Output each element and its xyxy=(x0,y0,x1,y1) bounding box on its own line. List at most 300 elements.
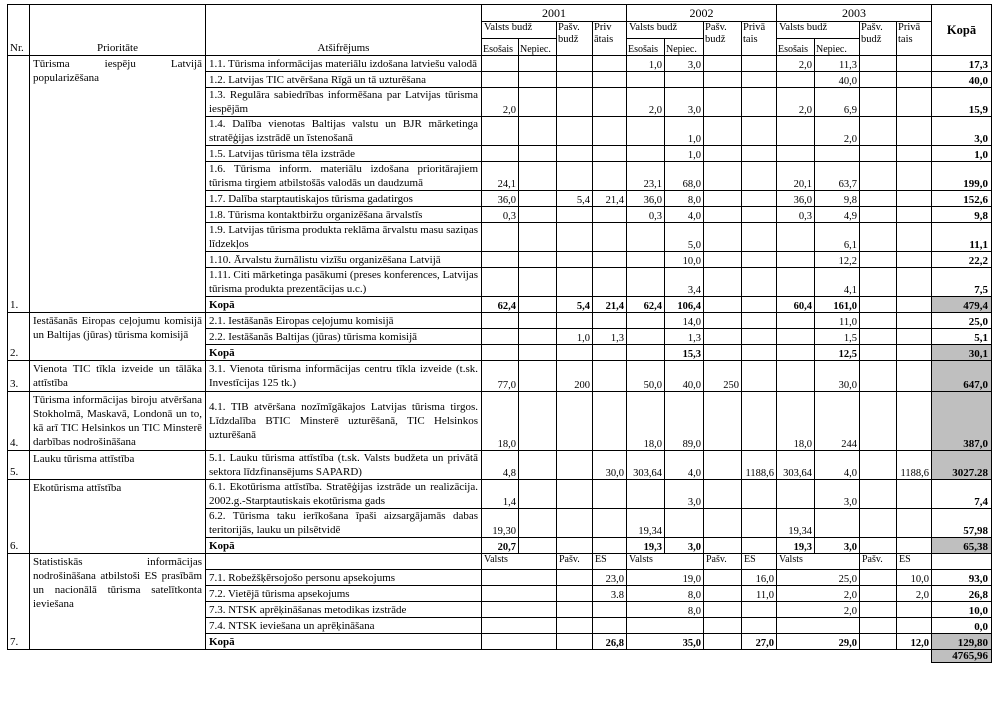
value-cell xyxy=(519,345,557,361)
value-cell xyxy=(482,634,557,650)
row-total-cell: 10,0 xyxy=(932,602,992,618)
section-priority: Tūrisma iespēju Latvijā popularizēšana xyxy=(30,56,206,313)
existing-header-2002: Esošais xyxy=(627,39,665,56)
sub-column-header: ES xyxy=(593,554,627,570)
value-cell xyxy=(482,117,519,146)
value-cell xyxy=(860,117,897,146)
municipal-label-line2: budž xyxy=(558,34,579,46)
value-cell xyxy=(519,329,557,345)
value-cell xyxy=(519,392,557,451)
value-cell xyxy=(897,252,932,268)
value-cell: 0,3 xyxy=(777,207,815,223)
description-cell: 2.1. Iestāšanās Eiropas ceļojumu komisijā xyxy=(206,313,482,329)
value-cell: 18,0 xyxy=(777,392,815,451)
value-cell xyxy=(627,313,665,329)
value-cell xyxy=(742,268,777,297)
description-cell: 3.1. Vienota tūrisma informācijas centru tīkla izveide (t.sk. Investīcijas 125 tk.) xyxy=(206,361,482,392)
section-priority: Iestāšanās Eiropas ceļojumu komisijā un Baltijas (jūras) tūrisma komisijā xyxy=(30,313,206,361)
value-cell: 2,0 xyxy=(815,117,860,146)
value-cell xyxy=(557,313,593,329)
description-cell: Kopā xyxy=(206,297,482,313)
table-row xyxy=(8,361,992,392)
existing-header-2001: Esošais xyxy=(482,39,519,56)
value-cell: 4,0 xyxy=(665,451,704,480)
value-cell: 16,0 xyxy=(742,570,777,586)
value-cell xyxy=(860,361,897,392)
value-cell: 2,0 xyxy=(777,602,860,618)
value-cell: 12,2 xyxy=(815,252,860,268)
value-cell xyxy=(742,72,777,88)
description-cell: 1.11. Citi mārketinga pasākumi (preses konferences, Latvijas tūrisma produkta prezentācijas u.c.) xyxy=(206,268,482,297)
value-cell xyxy=(482,252,519,268)
value-cell: 35,0 xyxy=(627,634,704,650)
sub-column-header: Pašv. xyxy=(557,554,593,570)
table-body xyxy=(8,56,992,663)
value-cell: 20,7 xyxy=(482,538,519,554)
section-priority: Statistiskās informācijas nodrošināšana atbilstoši ES prasībām un nacionālā tūrisma satelītkonta ieviešana xyxy=(30,554,206,650)
value-cell xyxy=(482,602,557,618)
col-header-priority: Prioritāte xyxy=(30,5,206,56)
value-cell xyxy=(815,509,860,538)
value-cell xyxy=(897,345,932,361)
value-cell xyxy=(897,191,932,207)
row-total-cell: 479,4 xyxy=(932,297,992,313)
value-cell: 8,0 xyxy=(627,586,704,602)
value-cell xyxy=(742,252,777,268)
value-cell xyxy=(860,191,897,207)
value-cell xyxy=(557,618,593,634)
value-cell xyxy=(860,72,897,88)
value-cell: 30,0 xyxy=(593,451,627,480)
municipal-label-line1: Pašv. xyxy=(558,22,580,33)
value-cell xyxy=(897,162,932,191)
value-cell: 1,0 xyxy=(665,117,704,146)
row-total-cell: 9,8 xyxy=(932,207,992,223)
value-cell xyxy=(704,162,742,191)
value-cell xyxy=(897,361,932,392)
value-cell xyxy=(482,223,519,252)
value-cell xyxy=(593,509,627,538)
value-cell: 4,9 xyxy=(815,207,860,223)
value-cell xyxy=(482,329,519,345)
value-cell xyxy=(627,480,665,509)
value-cell: 1,0 xyxy=(627,56,665,72)
value-cell xyxy=(627,223,665,252)
value-cell xyxy=(557,451,593,480)
value-cell xyxy=(777,313,815,329)
value-cell xyxy=(704,586,742,602)
value-cell xyxy=(742,88,777,117)
value-cell xyxy=(897,72,932,88)
value-cell xyxy=(627,146,665,162)
value-cell xyxy=(557,252,593,268)
value-cell xyxy=(704,313,742,329)
sub-column-header: Valsts xyxy=(777,554,860,570)
value-cell xyxy=(742,117,777,146)
value-cell xyxy=(897,392,932,451)
value-cell xyxy=(704,451,742,480)
value-cell: 5,0 xyxy=(665,223,704,252)
description-cell: Kopā xyxy=(206,538,482,554)
value-cell xyxy=(742,56,777,72)
value-cell xyxy=(482,586,557,602)
description-cell: 1.5. Latvijas tūrisma tēla izstrāde xyxy=(206,146,482,162)
value-cell xyxy=(557,480,593,509)
value-cell xyxy=(557,56,593,72)
value-cell xyxy=(897,268,932,297)
value-cell: 200 xyxy=(557,361,593,392)
value-cell xyxy=(742,297,777,313)
value-cell xyxy=(742,191,777,207)
table-row xyxy=(8,392,992,451)
value-cell: 19,30 xyxy=(482,509,519,538)
private-budget-header-2001 xyxy=(593,22,627,56)
value-cell xyxy=(593,538,627,554)
description-cell: 6.2. Tūrisma taku ierīkošana īpaši aizsargājamās dabas teritorijās, lauku un pilsētvidē xyxy=(206,509,482,538)
value-cell xyxy=(519,361,557,392)
value-cell xyxy=(557,602,593,618)
value-cell: 63,7 xyxy=(815,162,860,191)
value-cell xyxy=(704,602,742,618)
table-row xyxy=(8,56,992,72)
value-cell xyxy=(593,345,627,361)
value-cell xyxy=(704,570,742,586)
value-cell xyxy=(897,88,932,117)
value-cell xyxy=(777,361,815,392)
value-cell xyxy=(860,451,897,480)
row-total-cell: 40,0 xyxy=(932,72,992,88)
description-cell: 1.9. Latvijas tūrisma produkta reklāma ārvalstu masu saziņas līdzekļos xyxy=(206,223,482,252)
value-cell xyxy=(897,207,932,223)
value-cell: 6,9 xyxy=(815,88,860,117)
value-cell xyxy=(860,207,897,223)
row-total-cell: 1,0 xyxy=(932,146,992,162)
value-cell: 1,0 xyxy=(557,329,593,345)
value-cell xyxy=(742,146,777,162)
value-cell: 36,0 xyxy=(627,191,665,207)
header-row-years xyxy=(8,5,992,22)
value-cell xyxy=(557,345,593,361)
state-budget-header-2002: Valsts budž xyxy=(627,22,704,39)
value-cell xyxy=(593,602,627,618)
value-cell xyxy=(593,618,627,634)
value-cell: 3,0 xyxy=(665,480,704,509)
value-cell xyxy=(704,345,742,361)
value-cell xyxy=(742,223,777,252)
value-cell xyxy=(557,223,593,252)
value-cell: 19,34 xyxy=(627,509,665,538)
value-cell xyxy=(742,602,777,618)
value-cell xyxy=(704,268,742,297)
section-number: 4. xyxy=(8,392,30,451)
value-cell: 4,1 xyxy=(815,268,860,297)
value-cell xyxy=(482,313,519,329)
value-cell xyxy=(627,268,665,297)
state-budget-header-2003: Valsts budž xyxy=(777,22,860,39)
value-cell xyxy=(860,329,897,345)
value-cell: 11,0 xyxy=(815,313,860,329)
value-cell xyxy=(593,88,627,117)
description-cell: 1.4. Dalība vienotas Baltijas valstu un BJR mārketinga stratēģijas izstrādē un īstenošanā xyxy=(206,117,482,146)
value-cell: 1,5 xyxy=(815,329,860,345)
value-cell: 19,3 xyxy=(627,538,665,554)
value-cell: 250 xyxy=(704,361,742,392)
needed-header-2003: Nepiec. xyxy=(815,39,860,56)
municipal-label-line1: Pašv. xyxy=(861,22,883,33)
value-cell xyxy=(742,392,777,451)
value-cell xyxy=(742,345,777,361)
description-cell: 2.2. Iestāšanās Baltijas (jūras) tūrisma komisijā xyxy=(206,329,482,345)
value-cell: 303,64 xyxy=(777,451,815,480)
row-total-cell: 129,80 xyxy=(932,634,992,650)
value-cell xyxy=(519,480,557,509)
value-cell xyxy=(704,634,742,650)
needed-header-2002: Nepiec. xyxy=(665,39,704,56)
sub-header-row xyxy=(8,554,992,570)
value-cell xyxy=(777,146,815,162)
value-cell xyxy=(777,252,815,268)
value-cell xyxy=(482,618,557,634)
value-cell xyxy=(704,88,742,117)
value-cell xyxy=(860,618,897,634)
existing-header-2003: Esošais xyxy=(777,39,815,56)
row-total-cell: 387,0 xyxy=(932,392,992,451)
row-total-cell: 65,38 xyxy=(932,538,992,554)
year-group-2001: 2001 xyxy=(482,5,627,22)
description-cell: 4.1. TIB atvēršana nozīmīgākajos Latvijas tūrisma tirgos. Līdzdalība BTIC Minsterē uzturēšanā, TIC Helsinkos uzturēšanā xyxy=(206,392,482,451)
private-label-line1: Priv xyxy=(594,22,612,33)
value-cell: 89,0 xyxy=(665,392,704,451)
value-cell: 3,0 xyxy=(665,538,704,554)
value-cell xyxy=(704,480,742,509)
value-cell: 1188,6 xyxy=(897,451,932,480)
value-cell xyxy=(704,223,742,252)
description-cell: 1.1. Tūrisma informācijas materiālu izdošana latviešu valodā xyxy=(206,56,482,72)
value-cell xyxy=(897,480,932,509)
value-cell xyxy=(519,88,557,117)
value-cell xyxy=(593,361,627,392)
value-cell xyxy=(860,56,897,72)
value-cell: 2,0 xyxy=(777,56,815,72)
row-total-cell: 93,0 xyxy=(932,570,992,586)
value-cell: 30,0 xyxy=(815,361,860,392)
description-cell: 7.2. Vietējā tūrisma apsekojums xyxy=(206,586,482,602)
row-total-cell: 152,6 xyxy=(932,191,992,207)
value-cell: 18,0 xyxy=(627,392,665,451)
value-cell: 8,0 xyxy=(627,602,704,618)
value-cell xyxy=(557,538,593,554)
value-cell xyxy=(665,509,704,538)
value-cell xyxy=(593,480,627,509)
value-cell xyxy=(742,162,777,191)
value-cell xyxy=(557,162,593,191)
value-cell xyxy=(593,252,627,268)
municipal-label-line2: budž xyxy=(705,34,726,46)
value-cell xyxy=(860,162,897,191)
value-cell: 244 xyxy=(815,392,860,451)
value-cell xyxy=(593,313,627,329)
value-cell xyxy=(777,72,815,88)
value-cell xyxy=(897,329,932,345)
row-total-cell: 0,0 xyxy=(932,618,992,634)
value-cell xyxy=(482,72,519,88)
value-cell: 2,0 xyxy=(777,586,860,602)
value-cell: 36,0 xyxy=(777,191,815,207)
value-cell xyxy=(897,538,932,554)
value-cell xyxy=(593,117,627,146)
value-cell xyxy=(742,313,777,329)
row-total-cell: 30,1 xyxy=(932,345,992,361)
section-priority: Vienota TIC tīkla izveide un tālāka attīstība xyxy=(30,361,206,392)
col-header-nr: Nr. xyxy=(8,5,30,56)
section-number: 5. xyxy=(8,451,30,480)
section-priority: Ekotūrisma attīstība xyxy=(30,480,206,554)
row-total-cell: 3,0 xyxy=(932,117,992,146)
value-cell xyxy=(777,618,860,634)
value-cell: 19,0 xyxy=(627,570,704,586)
value-cell: 60,4 xyxy=(777,297,815,313)
value-cell xyxy=(557,392,593,451)
section-number: 1. xyxy=(8,56,30,313)
private-budget-header-2003 xyxy=(897,22,932,56)
section-priority: Tūrisma informācijas biroju atvēršana Stokholmā, Maskavā, Londonā un to, kā arī TIC Helsinkos un TIC Minsterē darbības nodrošināšana xyxy=(30,392,206,451)
value-cell xyxy=(860,509,897,538)
value-cell: 303,64 xyxy=(627,451,665,480)
row-total-cell: 57,98 xyxy=(932,509,992,538)
value-cell xyxy=(627,72,665,88)
value-cell: 12,5 xyxy=(815,345,860,361)
value-cell xyxy=(860,586,897,602)
value-cell xyxy=(557,634,593,650)
section-number: 3. xyxy=(8,361,30,392)
row-total-cell: 7,5 xyxy=(932,268,992,297)
private-label-line2: tais xyxy=(898,34,913,46)
value-cell: 20,1 xyxy=(777,162,815,191)
table-row xyxy=(8,480,992,509)
value-cell xyxy=(627,117,665,146)
year-group-2002: 2002 xyxy=(627,5,777,22)
value-cell xyxy=(897,313,932,329)
value-cell xyxy=(482,345,519,361)
section-number: 2. xyxy=(8,313,30,361)
value-cell xyxy=(777,117,815,146)
value-cell xyxy=(742,480,777,509)
row-total-cell: 22,2 xyxy=(932,252,992,268)
value-cell: 36,0 xyxy=(482,191,519,207)
value-cell xyxy=(860,392,897,451)
value-cell xyxy=(815,146,860,162)
value-cell xyxy=(593,56,627,72)
private-label-line2: tais xyxy=(743,34,758,46)
value-cell xyxy=(897,602,932,618)
private-budget-header-2002 xyxy=(742,22,777,56)
private-label-line1: Privā xyxy=(743,22,766,33)
value-cell xyxy=(704,252,742,268)
tourism-budget-table xyxy=(7,4,992,663)
value-cell: 12,0 xyxy=(897,634,932,650)
value-cell xyxy=(627,329,665,345)
description-cell: 5.1. Lauku tūrisma attīstība (t.sk. Valsts budžeta un privātā sektora līdzfinansējums SAPARD) xyxy=(206,451,482,480)
value-cell xyxy=(860,252,897,268)
description-cell: 1.7. Dalība starptautiskajos tūrisma gadatirgos xyxy=(206,191,482,207)
value-cell xyxy=(665,72,704,88)
value-cell: 106,4 xyxy=(665,297,704,313)
value-cell xyxy=(742,618,777,634)
value-cell: 3.8 xyxy=(593,586,627,602)
row-total-cell: 26,8 xyxy=(932,586,992,602)
value-cell xyxy=(704,191,742,207)
value-cell: 2,0 xyxy=(777,88,815,117)
value-cell xyxy=(860,345,897,361)
table-row xyxy=(8,451,992,480)
value-cell xyxy=(519,191,557,207)
description-cell: 1.6. Tūrisma inform. materiālu izdošana prioritārajiem tūrisma tirgiem atbilstošās valodās un daudzumā xyxy=(206,162,482,191)
value-cell xyxy=(704,297,742,313)
value-cell xyxy=(897,117,932,146)
value-cell xyxy=(704,56,742,72)
value-cell: 8,0 xyxy=(665,191,704,207)
value-cell: 1188,6 xyxy=(742,451,777,480)
description-cell: Kopā xyxy=(206,345,482,361)
value-cell xyxy=(557,207,593,223)
value-cell xyxy=(860,634,897,650)
municipal-label-line1: Pašv. xyxy=(705,22,727,33)
value-cell: 10,0 xyxy=(665,252,704,268)
value-cell xyxy=(519,538,557,554)
table-row xyxy=(8,313,992,329)
value-cell: 26,8 xyxy=(593,634,627,650)
row-total-cell: 647,0 xyxy=(932,361,992,392)
description-cell xyxy=(206,554,482,570)
row-total-cell: 199,0 xyxy=(932,162,992,191)
value-cell: 3,0 xyxy=(815,480,860,509)
value-cell xyxy=(704,72,742,88)
value-cell xyxy=(777,223,815,252)
value-cell xyxy=(519,252,557,268)
value-cell xyxy=(557,72,593,88)
private-label-line2: ātais xyxy=(594,34,614,46)
value-cell xyxy=(742,509,777,538)
value-cell xyxy=(704,207,742,223)
value-cell: 6,1 xyxy=(815,223,860,252)
value-cell xyxy=(897,56,932,72)
value-cell: 0,3 xyxy=(627,207,665,223)
state-budget-header-2001: Valsts budž xyxy=(482,22,557,39)
spacer-cell xyxy=(8,650,932,663)
value-cell xyxy=(519,162,557,191)
value-cell xyxy=(482,570,557,586)
value-cell xyxy=(860,538,897,554)
value-cell: 77,0 xyxy=(482,361,519,392)
value-cell xyxy=(860,223,897,252)
value-cell xyxy=(557,146,593,162)
value-cell xyxy=(704,392,742,451)
value-cell xyxy=(519,509,557,538)
value-cell: 1,4 xyxy=(482,480,519,509)
value-cell: 50,0 xyxy=(627,361,665,392)
value-cell xyxy=(557,570,593,586)
value-cell xyxy=(519,223,557,252)
value-cell: 10,0 xyxy=(897,570,932,586)
value-cell: 40,0 xyxy=(665,361,704,392)
value-cell xyxy=(860,602,897,618)
value-cell: 1,0 xyxy=(665,146,704,162)
description-cell: 6.1. Ekotūrisma attīstība. Stratēģijas izstrāde un realizācija. 2002.g.-Starptautiskais ekotūrisma gads xyxy=(206,480,482,509)
value-cell xyxy=(519,313,557,329)
value-cell xyxy=(704,329,742,345)
value-cell: 5,4 xyxy=(557,191,593,207)
value-cell: 68,0 xyxy=(665,162,704,191)
